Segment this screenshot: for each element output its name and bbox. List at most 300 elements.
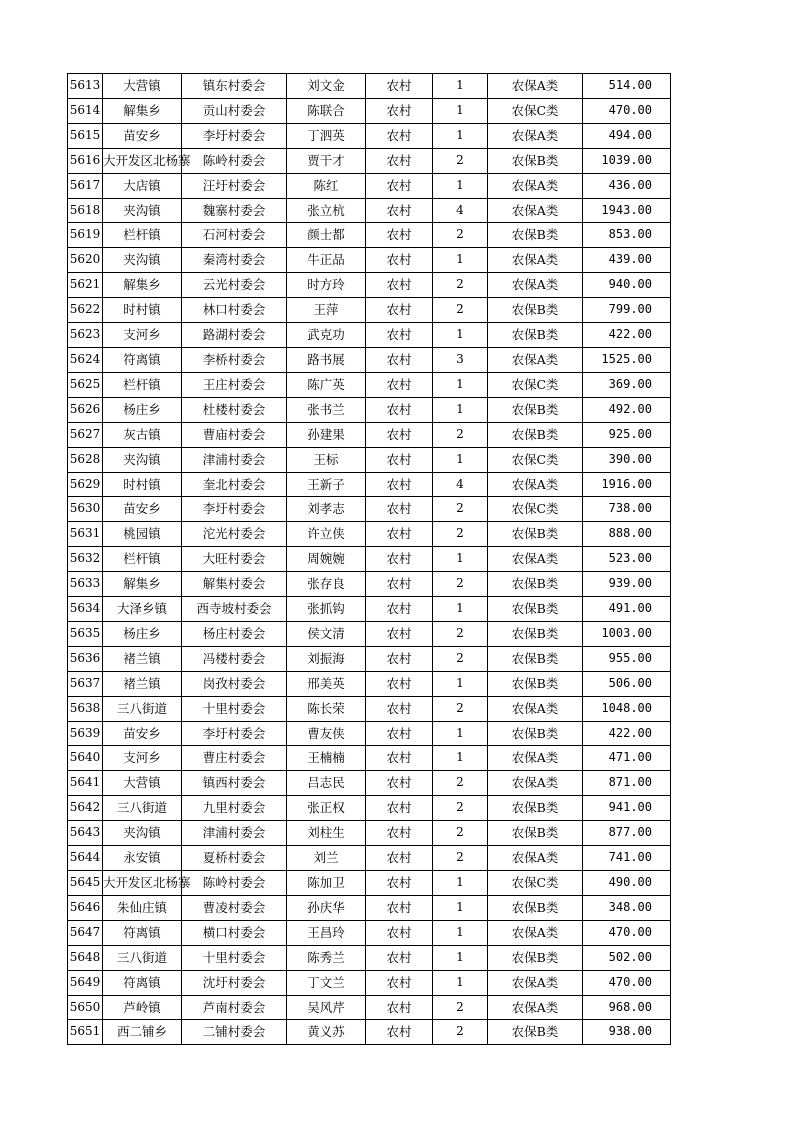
household-count-cell: 1 [433, 248, 488, 273]
amount-cell: 470.00 [583, 920, 671, 945]
amount-cell: 888.00 [583, 522, 671, 547]
amount-cell: 514.00 [583, 74, 671, 99]
table-row [68, 148, 671, 173]
table-row [68, 796, 671, 821]
table-row [68, 173, 671, 198]
person-name-cell: 王昌玲 [287, 920, 366, 945]
person-name-cell: 刘文金 [287, 74, 366, 99]
residence-type-cell: 农村 [366, 472, 433, 497]
town-cell: 符离镇 [103, 920, 182, 945]
residence-type-cell: 农村 [366, 597, 433, 622]
insurance-category-cell: 农保A类 [488, 74, 583, 99]
amount-cell: 492.00 [583, 397, 671, 422]
person-name-cell: 贾干才 [287, 148, 366, 173]
record-id-cell: 5638 [68, 696, 103, 721]
household-count-cell: 2 [433, 696, 488, 721]
record-id-cell: 5627 [68, 422, 103, 447]
record-id-cell: 5628 [68, 447, 103, 472]
person-name-cell: 武克功 [287, 323, 366, 348]
amount-cell: 1003.00 [583, 621, 671, 646]
village-committee-cell: 曹庄村委会 [182, 746, 287, 771]
person-name-cell: 刘兰 [287, 846, 366, 871]
table-row [68, 248, 671, 273]
residence-type-cell: 农村 [366, 298, 433, 323]
household-count-cell: 1 [433, 945, 488, 970]
insurance-category-cell: 农保B类 [488, 1020, 583, 1045]
record-id-cell: 5634 [68, 597, 103, 622]
table-row [68, 846, 671, 871]
records-table [67, 73, 671, 1045]
village-committee-cell: 解集村委会 [182, 572, 287, 597]
record-id-cell: 5624 [68, 347, 103, 372]
person-name-cell: 陈广英 [287, 372, 366, 397]
household-count-cell: 4 [433, 198, 488, 223]
table-row [68, 472, 671, 497]
residence-type-cell: 农村 [366, 746, 433, 771]
person-name-cell: 王萍 [287, 298, 366, 323]
town-cell: 苗安乡 [103, 123, 182, 148]
amount-cell: 471.00 [583, 746, 671, 771]
insurance-category-cell: 农保A类 [488, 746, 583, 771]
village-committee-cell: 魏寨村委会 [182, 198, 287, 223]
household-count-cell: 1 [433, 323, 488, 348]
insurance-category-cell: 农保B类 [488, 895, 583, 920]
household-count-cell: 1 [433, 98, 488, 123]
residence-type-cell: 农村 [366, 74, 433, 99]
amount-cell: 348.00 [583, 895, 671, 920]
record-id-cell: 5649 [68, 970, 103, 995]
amount-cell: 871.00 [583, 771, 671, 796]
village-committee-cell: 沱光村委会 [182, 522, 287, 547]
town-cell: 大开发区北杨寨 [103, 148, 182, 173]
village-committee-cell: 二铺村委会 [182, 1020, 287, 1045]
table-row [68, 871, 671, 896]
household-count-cell: 1 [433, 970, 488, 995]
household-count-cell: 2 [433, 422, 488, 447]
town-cell: 三八街道 [103, 696, 182, 721]
insurance-category-cell: 农保A类 [488, 995, 583, 1020]
table-row [68, 347, 671, 372]
household-count-cell: 1 [433, 895, 488, 920]
amount-cell: 470.00 [583, 970, 671, 995]
village-committee-cell: 镇东村委会 [182, 74, 287, 99]
village-committee-cell: 陈岭村委会 [182, 871, 287, 896]
table-row [68, 671, 671, 696]
person-name-cell: 许立侠 [287, 522, 366, 547]
residence-type-cell: 农村 [366, 273, 433, 298]
table-row [68, 746, 671, 771]
town-cell: 桃园镇 [103, 522, 182, 547]
town-cell: 栏杆镇 [103, 547, 182, 572]
residence-type-cell: 农村 [366, 323, 433, 348]
amount-cell: 422.00 [583, 721, 671, 746]
table-row [68, 621, 671, 646]
record-id-cell: 5643 [68, 821, 103, 846]
household-count-cell: 3 [433, 347, 488, 372]
amount-cell: 1943.00 [583, 198, 671, 223]
town-cell: 符离镇 [103, 347, 182, 372]
table-row [68, 98, 671, 123]
insurance-category-cell: 农保A类 [488, 173, 583, 198]
person-name-cell: 张立杭 [287, 198, 366, 223]
town-cell: 三八街道 [103, 796, 182, 821]
person-name-cell: 曹友侠 [287, 721, 366, 746]
town-cell: 夹沟镇 [103, 447, 182, 472]
residence-type-cell: 农村 [366, 1020, 433, 1045]
record-id-cell: 5651 [68, 1020, 103, 1045]
person-name-cell: 侯文清 [287, 621, 366, 646]
record-id-cell: 5613 [68, 74, 103, 99]
amount-cell: 470.00 [583, 98, 671, 123]
town-cell: 支河乡 [103, 746, 182, 771]
village-committee-cell: 津浦村委会 [182, 447, 287, 472]
record-id-cell: 5616 [68, 148, 103, 173]
town-cell: 夹沟镇 [103, 248, 182, 273]
residence-type-cell: 农村 [366, 223, 433, 248]
household-count-cell: 2 [433, 995, 488, 1020]
amount-cell: 1039.00 [583, 148, 671, 173]
table-row [68, 1020, 671, 1045]
record-id-cell: 5622 [68, 298, 103, 323]
household-count-cell: 2 [433, 846, 488, 871]
town-cell: 西二铺乡 [103, 1020, 182, 1045]
record-id-cell: 5614 [68, 98, 103, 123]
insurance-category-cell: 农保C类 [488, 447, 583, 472]
amount-cell: 439.00 [583, 248, 671, 273]
residence-type-cell: 农村 [366, 646, 433, 671]
person-name-cell: 牛正品 [287, 248, 366, 273]
residence-type-cell: 农村 [366, 422, 433, 447]
person-name-cell: 吴风芹 [287, 995, 366, 1020]
village-committee-cell: 曹庙村委会 [182, 422, 287, 447]
person-name-cell: 王新子 [287, 472, 366, 497]
household-count-cell: 2 [433, 621, 488, 646]
insurance-category-cell: 农保B类 [488, 796, 583, 821]
household-count-cell: 1 [433, 447, 488, 472]
record-id-cell: 5625 [68, 372, 103, 397]
household-count-cell: 1 [433, 871, 488, 896]
residence-type-cell: 农村 [366, 970, 433, 995]
insurance-category-cell: 农保B类 [488, 397, 583, 422]
village-committee-cell: 十里村委会 [182, 945, 287, 970]
town-cell: 大营镇 [103, 74, 182, 99]
household-count-cell: 1 [433, 397, 488, 422]
village-committee-cell: 沈圩村委会 [182, 970, 287, 995]
residence-type-cell: 农村 [366, 995, 433, 1020]
village-committee-cell: 西寺坡村委会 [182, 597, 287, 622]
person-name-cell: 刘振海 [287, 646, 366, 671]
residence-type-cell: 农村 [366, 771, 433, 796]
village-committee-cell: 十里村委会 [182, 696, 287, 721]
town-cell: 芦岭镇 [103, 995, 182, 1020]
table-row [68, 372, 671, 397]
household-count-cell: 2 [433, 1020, 488, 1045]
household-count-cell: 2 [433, 273, 488, 298]
town-cell: 大开发区北杨寨 [103, 871, 182, 896]
village-committee-cell: 李圩村委会 [182, 497, 287, 522]
village-committee-cell: 云光村委会 [182, 273, 287, 298]
person-name-cell: 邢美英 [287, 671, 366, 696]
record-id-cell: 5615 [68, 123, 103, 148]
insurance-category-cell: 农保B类 [488, 721, 583, 746]
record-id-cell: 5630 [68, 497, 103, 522]
record-id-cell: 5636 [68, 646, 103, 671]
residence-type-cell: 农村 [366, 920, 433, 945]
person-name-cell: 王楠楠 [287, 746, 366, 771]
amount-cell: 939.00 [583, 572, 671, 597]
residence-type-cell: 农村 [366, 871, 433, 896]
household-count-cell: 2 [433, 148, 488, 173]
insurance-category-cell: 农保C类 [488, 497, 583, 522]
person-name-cell: 丁泗英 [287, 123, 366, 148]
village-committee-cell: 镇西村委会 [182, 771, 287, 796]
person-name-cell: 丁文兰 [287, 970, 366, 995]
table-row [68, 945, 671, 970]
amount-cell: 422.00 [583, 323, 671, 348]
person-name-cell: 王标 [287, 447, 366, 472]
village-committee-cell: 横口村委会 [182, 920, 287, 945]
village-committee-cell: 杜楼村委会 [182, 397, 287, 422]
amount-cell: 941.00 [583, 796, 671, 821]
record-id-cell: 5632 [68, 547, 103, 572]
person-name-cell: 时方玲 [287, 273, 366, 298]
records-table-body [68, 74, 671, 1045]
residence-type-cell: 农村 [366, 796, 433, 821]
village-committee-cell: 奎北村委会 [182, 472, 287, 497]
person-name-cell: 刘柱生 [287, 821, 366, 846]
record-id-cell: 5620 [68, 248, 103, 273]
insurance-category-cell: 农保A类 [488, 920, 583, 945]
insurance-category-cell: 农保C类 [488, 372, 583, 397]
amount-cell: 853.00 [583, 223, 671, 248]
record-id-cell: 5623 [68, 323, 103, 348]
household-count-cell: 1 [433, 372, 488, 397]
person-name-cell: 黄义苏 [287, 1020, 366, 1045]
insurance-category-cell: 农保C类 [488, 871, 583, 896]
insurance-category-cell: 农保A类 [488, 771, 583, 796]
residence-type-cell: 农村 [366, 671, 433, 696]
table-row [68, 298, 671, 323]
data-sheet [67, 73, 671, 1045]
insurance-category-cell: 农保C类 [488, 98, 583, 123]
town-cell: 杨庄乡 [103, 621, 182, 646]
household-count-cell: 4 [433, 472, 488, 497]
town-cell: 夹沟镇 [103, 821, 182, 846]
amount-cell: 955.00 [583, 646, 671, 671]
table-row [68, 771, 671, 796]
residence-type-cell: 农村 [366, 372, 433, 397]
town-cell: 解集乡 [103, 273, 182, 298]
table-row [68, 821, 671, 846]
insurance-category-cell: 农保B类 [488, 323, 583, 348]
insurance-category-cell: 农保A类 [488, 970, 583, 995]
table-row [68, 273, 671, 298]
insurance-category-cell: 农保B类 [488, 821, 583, 846]
household-count-cell: 1 [433, 597, 488, 622]
record-id-cell: 5647 [68, 920, 103, 945]
village-committee-cell: 杨庄村委会 [182, 621, 287, 646]
amount-cell: 877.00 [583, 821, 671, 846]
amount-cell: 490.00 [583, 871, 671, 896]
table-row [68, 646, 671, 671]
household-count-cell: 2 [433, 298, 488, 323]
insurance-category-cell: 农保B类 [488, 671, 583, 696]
table-row [68, 74, 671, 99]
person-name-cell: 张抓钩 [287, 597, 366, 622]
insurance-category-cell: 农保A类 [488, 273, 583, 298]
town-cell: 褚兰镇 [103, 646, 182, 671]
village-committee-cell: 津浦村委会 [182, 821, 287, 846]
residence-type-cell: 农村 [366, 621, 433, 646]
town-cell: 大营镇 [103, 771, 182, 796]
residence-type-cell: 农村 [366, 123, 433, 148]
town-cell: 大泽乡镇 [103, 597, 182, 622]
household-count-cell: 2 [433, 223, 488, 248]
household-count-cell: 2 [433, 572, 488, 597]
table-row [68, 920, 671, 945]
insurance-category-cell: 农保A类 [488, 248, 583, 273]
town-cell: 时村镇 [103, 472, 182, 497]
residence-type-cell: 农村 [366, 397, 433, 422]
village-committee-cell: 李桥村委会 [182, 347, 287, 372]
insurance-category-cell: 农保B类 [488, 572, 583, 597]
amount-cell: 502.00 [583, 945, 671, 970]
person-name-cell: 路书展 [287, 347, 366, 372]
insurance-category-cell: 农保A类 [488, 696, 583, 721]
residence-type-cell: 农村 [366, 198, 433, 223]
person-name-cell: 陈长荣 [287, 696, 366, 721]
village-committee-cell: 林口村委会 [182, 298, 287, 323]
residence-type-cell: 农村 [366, 696, 433, 721]
village-committee-cell: 芦南村委会 [182, 995, 287, 1020]
record-id-cell: 5646 [68, 895, 103, 920]
household-count-cell: 1 [433, 746, 488, 771]
person-name-cell: 陈加卫 [287, 871, 366, 896]
residence-type-cell: 农村 [366, 821, 433, 846]
household-count-cell: 2 [433, 497, 488, 522]
record-id-cell: 5637 [68, 671, 103, 696]
residence-type-cell: 农村 [366, 895, 433, 920]
household-count-cell: 2 [433, 821, 488, 846]
household-count-cell: 1 [433, 547, 488, 572]
amount-cell: 436.00 [583, 173, 671, 198]
village-committee-cell: 秦湾村委会 [182, 248, 287, 273]
insurance-category-cell: 农保A类 [488, 547, 583, 572]
amount-cell: 940.00 [583, 273, 671, 298]
person-name-cell: 张存良 [287, 572, 366, 597]
household-count-cell: 2 [433, 522, 488, 547]
table-row [68, 895, 671, 920]
insurance-category-cell: 农保A类 [488, 472, 583, 497]
table-row [68, 597, 671, 622]
insurance-category-cell: 农保B类 [488, 597, 583, 622]
table-row [68, 547, 671, 572]
village-committee-cell: 冯楼村委会 [182, 646, 287, 671]
residence-type-cell: 农村 [366, 721, 433, 746]
town-cell: 解集乡 [103, 572, 182, 597]
person-name-cell: 张正权 [287, 796, 366, 821]
amount-cell: 506.00 [583, 671, 671, 696]
insurance-category-cell: 农保B类 [488, 298, 583, 323]
village-committee-cell: 王庄村委会 [182, 372, 287, 397]
residence-type-cell: 农村 [366, 497, 433, 522]
person-name-cell: 周婉婉 [287, 547, 366, 572]
town-cell: 苗安乡 [103, 497, 182, 522]
person-name-cell: 陈秀兰 [287, 945, 366, 970]
residence-type-cell: 农村 [366, 173, 433, 198]
village-committee-cell: 曹凌村委会 [182, 895, 287, 920]
amount-cell: 523.00 [583, 547, 671, 572]
person-name-cell: 孙建果 [287, 422, 366, 447]
village-committee-cell: 贡山村委会 [182, 98, 287, 123]
insurance-category-cell: 农保A类 [488, 198, 583, 223]
amount-cell: 938.00 [583, 1020, 671, 1045]
amount-cell: 738.00 [583, 497, 671, 522]
person-name-cell: 陈联合 [287, 98, 366, 123]
household-count-cell: 2 [433, 796, 488, 821]
amount-cell: 925.00 [583, 422, 671, 447]
table-row [68, 223, 671, 248]
village-committee-cell: 李圩村委会 [182, 123, 287, 148]
insurance-category-cell: 农保B类 [488, 621, 583, 646]
household-count-cell: 1 [433, 74, 488, 99]
table-row [68, 572, 671, 597]
record-id-cell: 5645 [68, 871, 103, 896]
residence-type-cell: 农村 [366, 945, 433, 970]
table-row [68, 323, 671, 348]
record-id-cell: 5619 [68, 223, 103, 248]
table-row [68, 497, 671, 522]
village-committee-cell: 九里村委会 [182, 796, 287, 821]
record-id-cell: 5642 [68, 796, 103, 821]
town-cell: 朱仙庄镇 [103, 895, 182, 920]
village-committee-cell: 石河村委会 [182, 223, 287, 248]
table-row [68, 447, 671, 472]
insurance-category-cell: 农保A类 [488, 123, 583, 148]
person-name-cell: 颜士都 [287, 223, 366, 248]
amount-cell: 1048.00 [583, 696, 671, 721]
household-count-cell: 1 [433, 920, 488, 945]
town-cell: 杨庄乡 [103, 397, 182, 422]
record-id-cell: 5626 [68, 397, 103, 422]
insurance-category-cell: 农保B类 [488, 148, 583, 173]
town-cell: 苗安乡 [103, 721, 182, 746]
table-row [68, 696, 671, 721]
insurance-category-cell: 农保B类 [488, 945, 583, 970]
table-row [68, 422, 671, 447]
record-id-cell: 5644 [68, 846, 103, 871]
record-id-cell: 5635 [68, 621, 103, 646]
town-cell: 解集乡 [103, 98, 182, 123]
record-id-cell: 5639 [68, 721, 103, 746]
table-row [68, 397, 671, 422]
household-count-cell: 1 [433, 123, 488, 148]
village-committee-cell: 路湖村委会 [182, 323, 287, 348]
village-committee-cell: 夏桥村委会 [182, 846, 287, 871]
record-id-cell: 5650 [68, 995, 103, 1020]
table-row [68, 198, 671, 223]
village-committee-cell: 岗孜村委会 [182, 671, 287, 696]
town-cell: 符离镇 [103, 970, 182, 995]
table-row [68, 123, 671, 148]
town-cell: 三八街道 [103, 945, 182, 970]
amount-cell: 968.00 [583, 995, 671, 1020]
amount-cell: 494.00 [583, 123, 671, 148]
table-row [68, 721, 671, 746]
town-cell: 栏杆镇 [103, 223, 182, 248]
amount-cell: 369.00 [583, 372, 671, 397]
person-name-cell: 张书兰 [287, 397, 366, 422]
